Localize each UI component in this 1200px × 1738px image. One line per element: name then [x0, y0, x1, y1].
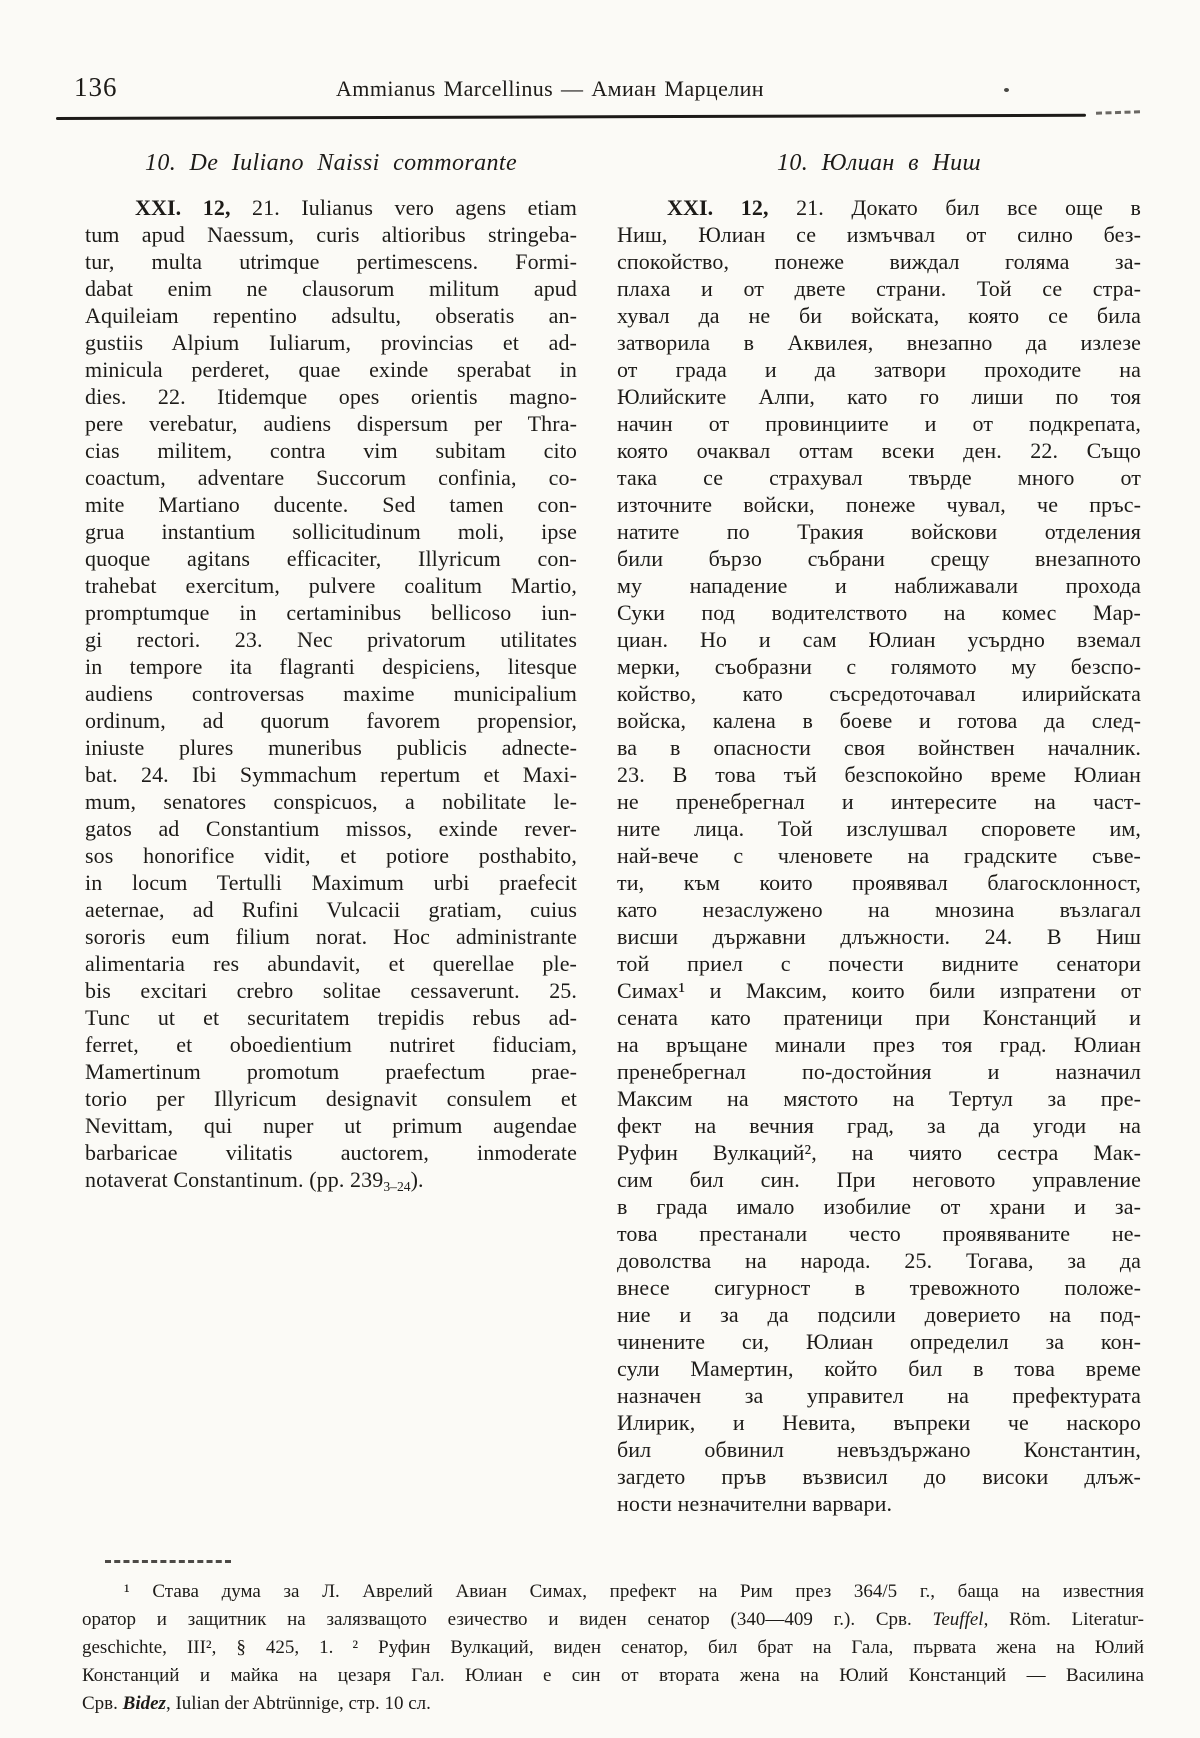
- text-line: in locum Tertulli Maximum urbi praefecit: [85, 870, 577, 895]
- bulgarian-section-title: 10. Юлиан в Ниш: [776, 150, 981, 176]
- text-line: Симах¹ и Максим, които били изпратени от: [617, 978, 1141, 1003]
- text-line: източните войски, понеже чувал, че пръс-: [617, 492, 1141, 517]
- text-line: bat. 24. Ibi Symmachum repertum et Maxi-: [85, 762, 577, 787]
- text-line: му нападение и наближавали прохода: [617, 573, 1141, 598]
- text-line: XXI. 12, 21. Iulianus vero agens etiam: [135, 195, 577, 220]
- text-line: ти, към които проявявал благосклонност,: [617, 870, 1141, 895]
- text-line: ¹ Става дума за Л. Аврелий Авиан Симах, префект на Рим през 364/5 г., баща на известния: [124, 1581, 1144, 1602]
- text-line: фект на вечния град, за да угоди на: [617, 1113, 1141, 1138]
- text-line: мерки, съобразни с голямото му безспо-: [617, 654, 1141, 679]
- text-line: gustiis Alpium Iuliarum, provincias et ad-: [85, 330, 577, 355]
- text-line: pere verebatur, audiens dispersum per Thra-: [85, 411, 577, 436]
- text-line: най-вече с членовете на градските съве-: [617, 843, 1141, 868]
- text-line: пренебрегнал по-достойния и назначил: [617, 1059, 1141, 1084]
- text-line: trahebat exercitum, pulvere coalitum Martio,: [85, 573, 577, 598]
- text-line: от града и да затвори проходите на: [617, 357, 1141, 382]
- text-line: начин от провинциите и от подкрепата,: [617, 411, 1141, 436]
- text-line: sos honorifice vidit, et potiore posthabito,: [85, 843, 577, 868]
- text-line: Срв. Bidez, Iulian der Abtrünnige, стр. 10 сл.: [82, 1693, 431, 1714]
- text-line: gi rectori. 23. Nec privatorum utilitates: [85, 627, 577, 652]
- text-line: iniuste plures muneribus publicis adnecte-: [85, 735, 577, 760]
- text-line: сената като пратеници при Констанций и: [617, 1005, 1141, 1030]
- text-line: доволства на народа. 25. Тогава, за да: [617, 1248, 1141, 1273]
- bulgarian-column: [617, 150, 1141, 1517]
- text-line: Констанций и майка на цезаря Гал. Юлиан е син от втората жена на Юлий Констанций — Василина: [82, 1665, 1144, 1686]
- text-line: ordinum, ad quorum favorem propensior,: [85, 708, 577, 733]
- header-rule-tail: [1096, 110, 1140, 115]
- text-line: Ниш, Юлиан се измъчвал от силно без-: [617, 222, 1141, 247]
- text-line: sororis eum filium norat. Hoc administrante: [85, 924, 577, 949]
- bulgarian-text: [617, 194, 1141, 1517]
- latin-text: [85, 194, 577, 1200]
- text-line: войска, калена в боеве и готова да след-: [617, 708, 1141, 733]
- text-line: чинените си, Юлиан определил за кон-: [617, 1329, 1141, 1354]
- text-line: dabat enim ne clausorum militum apud: [85, 276, 577, 301]
- text-line: Aquileiam repentino adsultu, obseratis an-: [85, 303, 577, 328]
- latin-section-title: 10. De Iuliano Naissi commorante: [144, 150, 518, 176]
- running-title: Ammianus Marcellinus — Амиан Марцелин: [336, 76, 764, 101]
- text-line: 23. В това тъй безспокойно време Юлиан: [617, 762, 1141, 787]
- text-line: това престанали често проявяваните не-: [617, 1221, 1141, 1246]
- latin-column: [85, 150, 577, 1200]
- text-line: audiens controversas maxime municipalium: [85, 681, 577, 706]
- text-line: той приел с почести видните сенатори: [617, 951, 1141, 976]
- text-line: XXI. 12, 21. Докато бил все още в: [667, 195, 1142, 220]
- text-line: не пренебрегнал и интересите на част-: [617, 789, 1141, 814]
- text-line: aeternae, ad Rufini Vulcacii gratiam, cuius: [85, 897, 577, 922]
- footnotes-text: [82, 1578, 1144, 1718]
- text-line: ности незначителни варвари.: [617, 1491, 893, 1516]
- text-line: Руфин Вулкаций², на чиято сестра Мак-: [617, 1140, 1141, 1165]
- text-line: ferret, et oboedientium nutriret fiduciam,: [85, 1032, 577, 1057]
- footnote-separator: [105, 1560, 231, 1563]
- text-line: bis excitari crebro solitae cessaverunt. 25.: [85, 978, 577, 1003]
- text-line: notaverat Constantinum. (pp. $239_{3-24}$).: [85, 1167, 424, 1194]
- text-line: затворила в Аквилея, внезапно да излезе: [617, 330, 1141, 355]
- text-line: хувал да не би войската, която се била: [617, 303, 1141, 328]
- text-line: promptumque in certaminibus bellicoso iun-: [85, 600, 577, 625]
- text-line: ние и за да подсили доверието на под-: [617, 1302, 1141, 1327]
- text-line: оратор и защитник на залязващото езичество и виден сенатор (340—409 г.). Срв. Teuffel, Röm. Literatur-: [82, 1609, 1144, 1630]
- text-line: geschichte, III², § 425, 1. ² Руфин Вулкаций, виден сенатор, бил брат на Гала, първата жена на Юлий: [82, 1637, 1144, 1658]
- text-line: tur, multa utrimque pertimescens. Formi-: [85, 249, 577, 274]
- text-line: в града имало изобилие от храни и за-: [617, 1194, 1141, 1219]
- text-line: dies. 22. Itidemque opes orientis magno-: [85, 384, 577, 409]
- text-line: като незаслужено на мнозина възлагал: [617, 897, 1141, 922]
- text-line: загдето пръв възвисил до високи длъж-: [617, 1464, 1141, 1489]
- text-line: койство, като съсредоточавал илирийската: [617, 681, 1141, 706]
- text-line: Суки под водителството на комес Мар-: [617, 600, 1141, 625]
- text-line: сим бил син. При неговото управление: [617, 1167, 1141, 1192]
- text-line: висши държавни длъжности. 24. В Ниш: [617, 924, 1141, 949]
- text-line: назначен за управител на префектурата: [617, 1383, 1141, 1408]
- text-line: плаха и от двете страни. Той се стра-: [617, 276, 1141, 301]
- text-line: на връщане минали през тоя град. Юлиан: [617, 1032, 1141, 1057]
- text-line: Максим на мястото на Тертул за пре-: [617, 1086, 1141, 1111]
- page-number: 136: [74, 72, 118, 102]
- text-line: натите по Тракия войскови отделения: [617, 519, 1141, 544]
- text-line: tum apud Naessum, curis altioribus stringeba-: [85, 222, 577, 247]
- text-line: quoque agitans efficaciter, Illyricum con-: [85, 546, 577, 571]
- text-line: mite Martiano ducente. Sed tamen con-: [85, 492, 577, 517]
- text-line: torio per Illyricum designavit consulem et: [85, 1086, 577, 1111]
- text-line: спокойство, понеже виждал голяма за-: [617, 249, 1141, 274]
- text-line: mum, senatores conspicuos, a nobilitate le-: [85, 789, 577, 814]
- text-line: cias militem, contra vim subitam cito: [85, 438, 577, 463]
- text-line: in tempore ita flagranti despiciens, litesque: [85, 654, 577, 679]
- text-line: Nevittam, qui nuper ut primum augendae: [85, 1113, 577, 1138]
- text-line: ва в опасности своя войнствен началник.: [617, 735, 1141, 760]
- text-line: която очаквал оттам всеки ден. 22. Също: [617, 438, 1141, 463]
- header-rule: [56, 114, 1086, 120]
- text-line: внесе сигурност в тревожното положе-: [617, 1275, 1141, 1300]
- text-line: така се страхувал твърде много от: [617, 465, 1141, 490]
- text-line: gatos ad Constantium missos, exinde rever-: [85, 816, 577, 841]
- text-line: barbaricae vilitatis auctorem, inmoderate: [85, 1140, 577, 1165]
- text-line: Tunc ut et securitatem trepidis rebus ad-: [85, 1005, 577, 1030]
- text-line: сули Мамертин, който бил в това време: [617, 1356, 1141, 1381]
- text-line: Илирик, и Невита, въпреки че наскоро: [617, 1410, 1141, 1435]
- text-line: Mamertinum promotum praefectum prae-: [85, 1059, 577, 1084]
- text-line: ните лица. Той изслушвал споровете им,: [617, 816, 1141, 841]
- scan-speck: [1004, 88, 1009, 92]
- text-line: grua instantium sollicitudinum moli, ipse: [85, 519, 577, 544]
- text-line: coactum, adventare Succorum confinia, co-: [85, 465, 577, 490]
- text-line: minicula perderet, quae exinde sperabat in: [85, 357, 577, 382]
- text-line: бил обвинил невъздържано Константин,: [617, 1437, 1141, 1462]
- text-line: били бързо събрани срещу внезапното: [617, 546, 1141, 571]
- text-line: alimentaria res abundavit, et querellae ple-: [85, 951, 577, 976]
- text-line: циан. Но и сам Юлиан усърдно вземал: [617, 627, 1141, 652]
- text-line: Юлийските Алпи, като го лиши по тоя: [617, 384, 1141, 409]
